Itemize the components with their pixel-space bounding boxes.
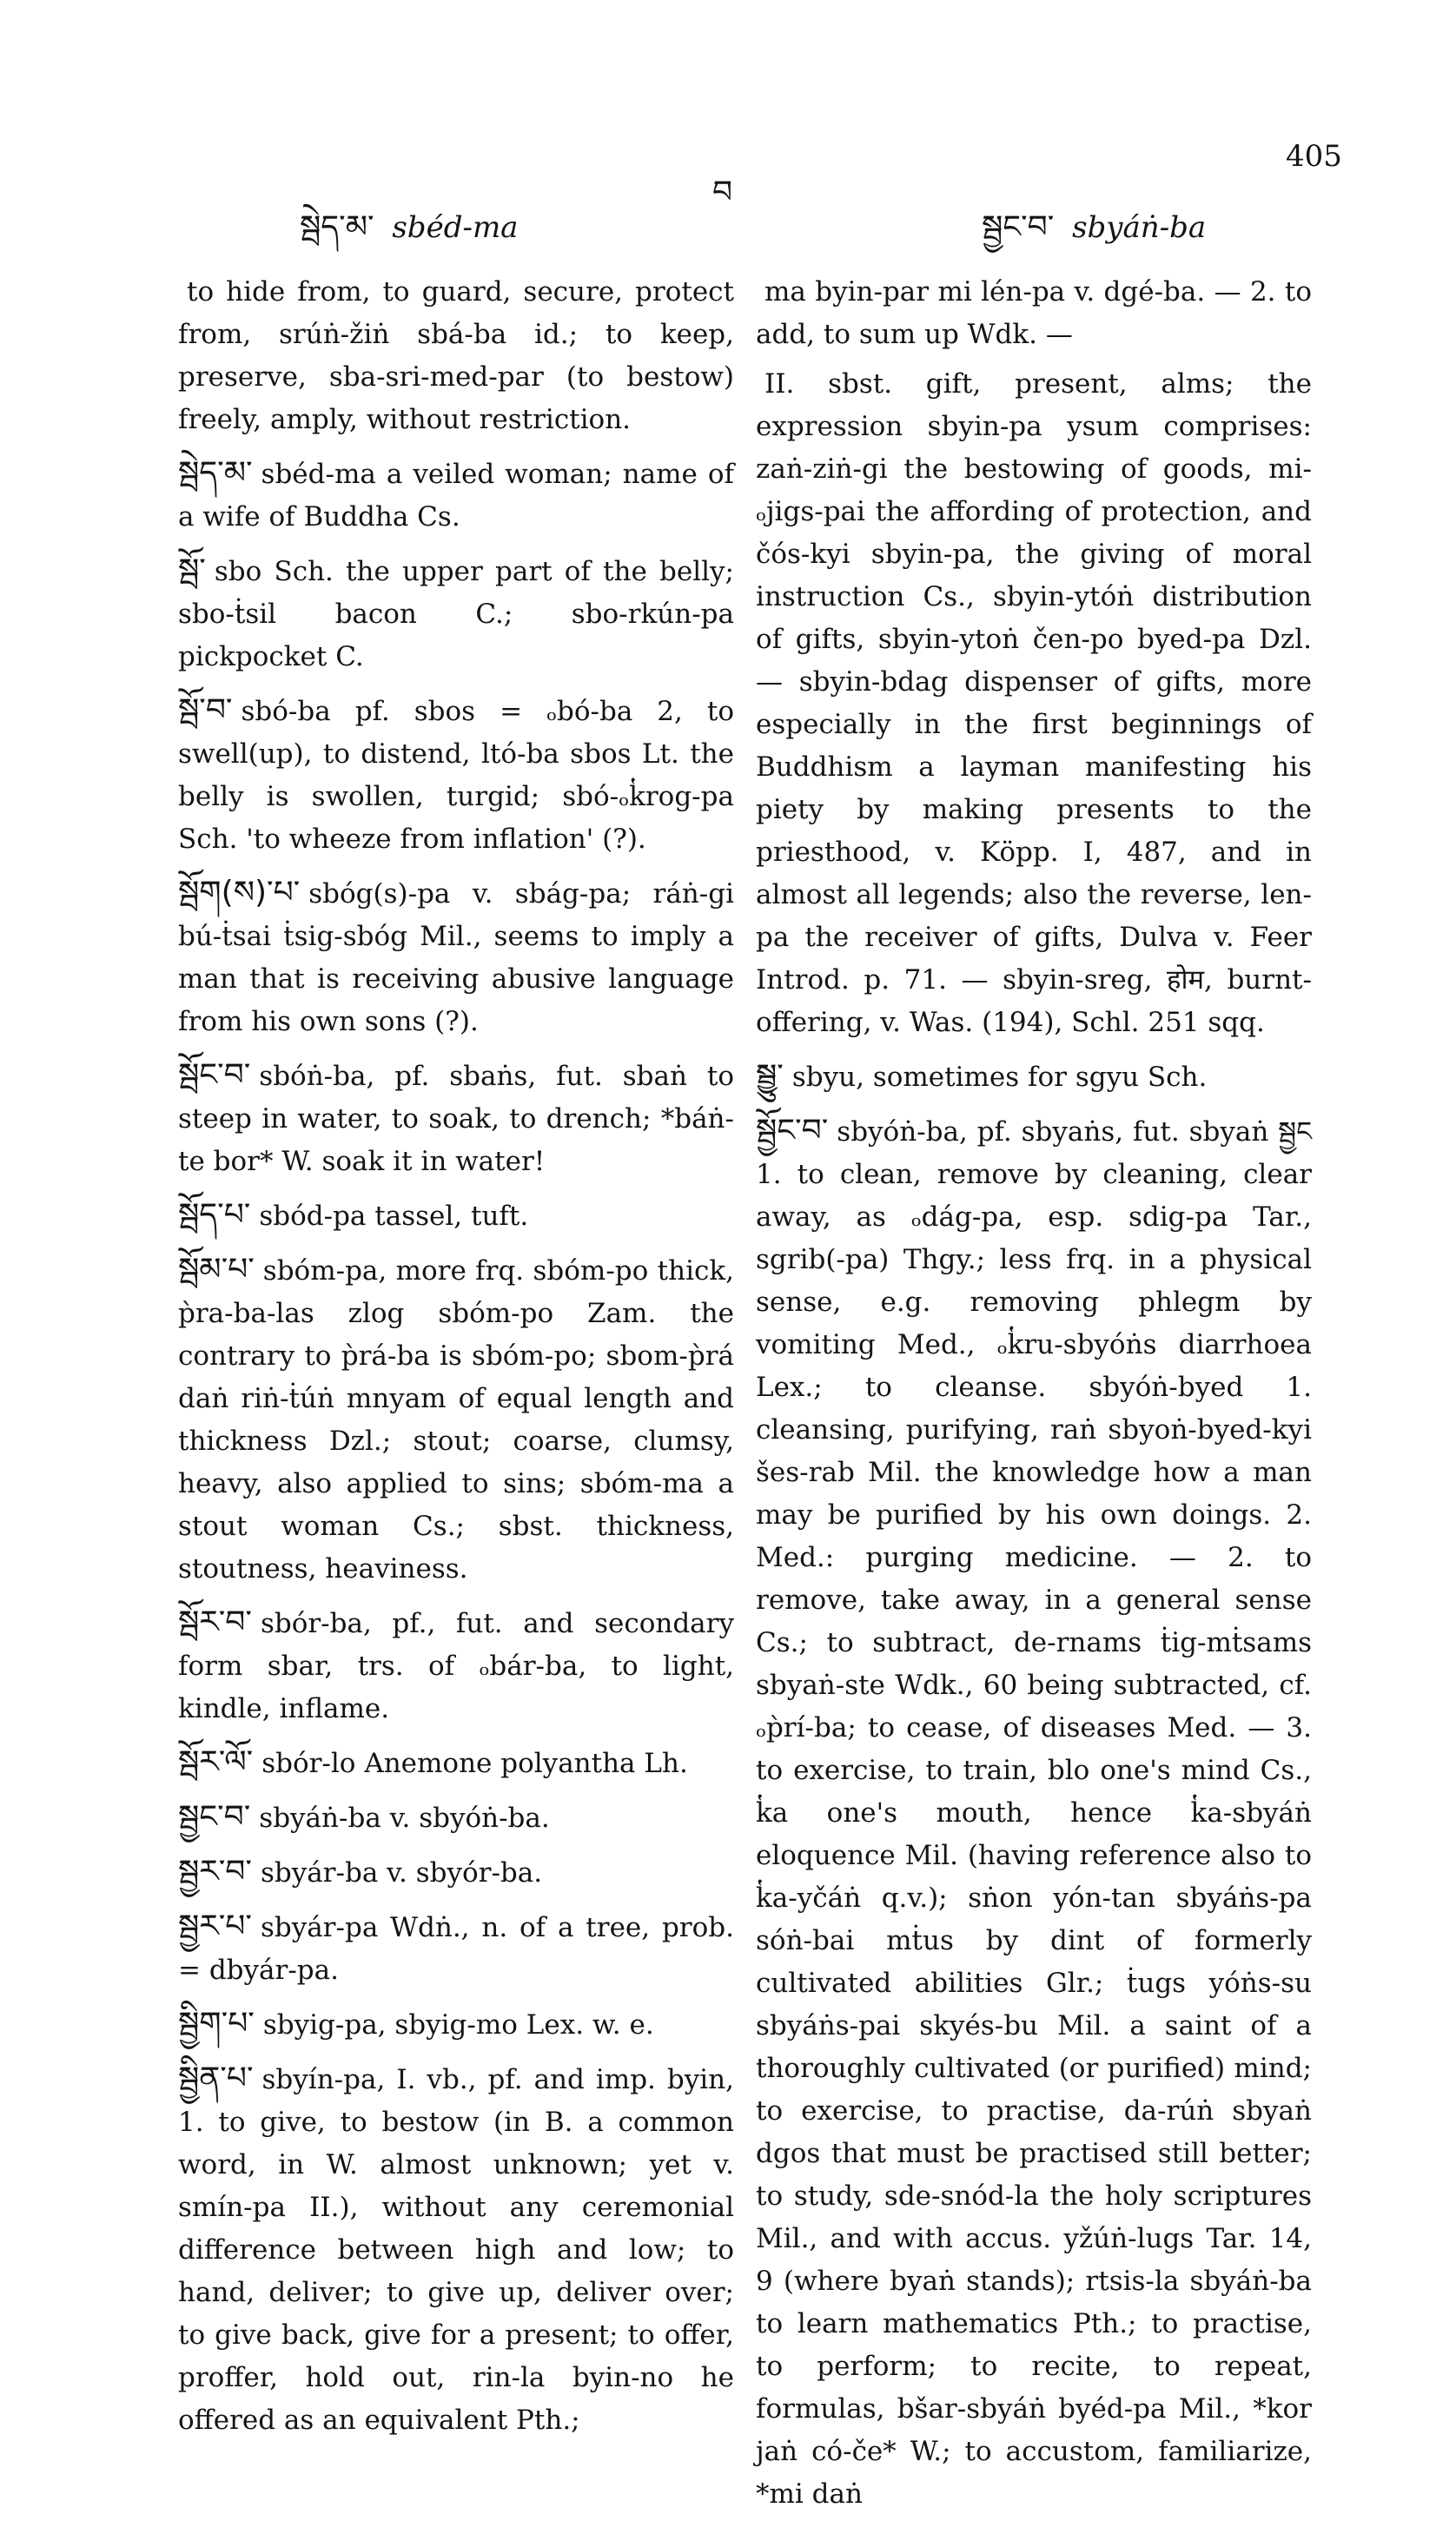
entry-tibetan: སྦྱར་པ་ (178, 1909, 252, 1944)
entry-text: sbyu, sometimes for sgyu Sch. (791, 1062, 1208, 1093)
dictionary-entry (178, 549, 734, 678)
entry-text: sbód-pa tassel, tuft. (259, 1201, 529, 1232)
header-left-tibetan: སྦེད་མ་ (300, 209, 374, 245)
entry-text: sbyig-pa, sbyig-mo Lex. w. e. (262, 2009, 654, 2041)
entry-tibetan: སྦོད་པ་ (178, 1197, 251, 1233)
entry-text: ma byin-par mi lén-pa v. dgé-ba. — 2. to add, to sum up Wdk. — (756, 276, 1312, 350)
entry-tibetan: སྦོ་ (178, 553, 206, 588)
entry-text: sbyóṅ-ba, pf. sbyaṅs, fut. sbyaṅ སྦྱང 1. to clean, remove by cleaning, clear away, as ₒdág-pa, esp. sdig-pa Tar., sgrib(-pa) Thgy.; less frq. in a physical sense, e.g. removing phlegm by vomiting Med., ₒk̔ru-sbyóṅs diarrhoea Lex.; to cleanse. sbyóṅ-byed 1. cleansing, purifying, raṅ sbyoṅ-byed-kyi šes-rab Mil. the knowledge how a man may be purified by his own doings. 2. Med.: purging medicine. — 2. to remove, take away, in a general sense Cs.; to subtract, de-rnams ṫig-mṫsams sbyaṅ-ste Wdk., 60 being subtracted, cf. ₒp̀rí-ba; to cease, of diseases Med. — 3. to exercise, to train, blo one's mind Cs., k̔a one's mouth, hence k̔a-sbyáṅ eloquence Mil. (having reference also to k̔a-yčáṅ q.v.); sṅon yón-tan sbyáṅs-pa sóṅ-bai mṫus by dint of formerly cultivated abilities Glr.; ṫugs yóṅs-su sbyáṅs-pai skyés-bu Mil. a saint of a thoroughly cultivated (or purified) mind; to exercise, to practise, da-rúṅ sbyaṅ dgos that must be practised still better; to study, sde-snód-la the holy scriptures Mil., and with accus. yžúṅ-lugs Tar. 14, 9 (where byaṅ stands); rtsis-la sbyáṅ-ba to learn mathematics Pth.; to practise, to perform; to recite, to repeat, formulas, bšar-sbyáṅ byéd-pa Mil., *kor jaṅ có-če* W.; to accustom, familiarize, *mi daṅ (756, 1116, 1312, 2510)
entry-tibetan: སྦྱར་བ་ (178, 1854, 252, 1889)
left-column (178, 269, 734, 2447)
dictionary-entry (178, 689, 734, 861)
entry-tibetan: སྦོམ་པ་ (178, 1252, 255, 1287)
header-left-translit: sbéd-ma (392, 210, 519, 245)
dictionary-entry (178, 1194, 734, 1238)
page-header (0, 130, 1456, 245)
dictionary-entry (178, 1850, 734, 1895)
right-column (756, 269, 1312, 2521)
entry-text: sbyín-pa, I. vb., pf. and imp. byin, 1. to give, to bestow (in B. a common word, in W. almost unknown; yet v. smín-pa II.), without any ceremonial difference between high and low; to hand, deliver; to give up, deliver over; to give back, give for a present; to offer, proffer, hold out, rin-la byin-no he offered as an equivalent Pth.; (178, 2064, 734, 2436)
entry-text: sbéd-ma a veiled woman; name of a wife of Buddha Cs. (178, 459, 734, 533)
entry-tibetan: སྦོར་ལོ་ (178, 1744, 254, 1780)
dictionary-entry (756, 361, 1312, 1044)
page-number: 405 (1286, 139, 1342, 174)
entry-text: sbyár-ba v. sbyór-ba. (260, 1857, 543, 1889)
entry-tibetan: སྦོར་བ་ (178, 1605, 252, 1640)
header-right-translit: sbyáṅ-ba (1072, 210, 1207, 245)
entry-tibetan: སྦྱིན་པ་ (178, 2061, 254, 2096)
entry-tibetan: སྦྱིག་པ་ (178, 2006, 255, 2041)
dictionary-entry (178, 1248, 734, 1591)
header-right-guideword (982, 191, 1206, 280)
dictionary-entry (178, 1905, 734, 1992)
entry-text: II. sbst. gift, present, alms; the expression sbyin-pa ysum comprises: zaṅ-ziṅ-gi the bestowing of goods, mi-ₒjigs-pai the affording of protection, and čós-kyi sbyin-pa, the giving of moral instruction Cs., sbyin-ytóṅ distribution of gifts, sbyin-ytoṅ čen-po byed-pa Dzl. — sbyin-bdag dispenser of gifts, more especially in the first beginnings of Buddhism a layman manifesting his piety by making presents to the priesthood, v. Köpp. I, 487, and in almost all legends; also the reverse, len-pa the receiver of gifts, Dulva v. Feer Introd. p. 71. — sbyin-sreg, होम, burnt-offering, v. Was. (194), Schl. 251 sqq. (756, 368, 1312, 1038)
dictionary-entry (756, 1055, 1312, 1099)
dictionary-entry (178, 269, 734, 441)
dictionary-entry (178, 1796, 734, 1840)
header-section-letter: བ (712, 175, 733, 210)
dictionary-entry (178, 1054, 734, 1183)
entry-text: sbór-lo Anemone polyantha Lh. (261, 1748, 688, 1779)
dictionary-entry (178, 2002, 734, 2047)
header-left-guideword (300, 191, 518, 280)
dictionary-entry (756, 269, 1312, 356)
entry-tibetan: སྦོང་བ་ (178, 1057, 251, 1093)
dictionary-entry (178, 1601, 734, 1730)
entry-text: sbyáṅ-ba v. sbyóṅ-ba. (259, 1803, 550, 1834)
entry-text: sbó-ba pf. sbos = ₒbó-ba 2, to swell(up), to distend, ltó-ba sbos Lt. the belly is swollen, turgid; sbó-ₒk̔rog-pa Sch. 'to wheeze from inflation' (?). (178, 696, 734, 855)
entry-text: sbór-ba, pf., fut. and secondary form sbar, trs. of ₒbár-ba, to light, kindle, inflame. (178, 1608, 734, 1724)
entry-text: sbóṅ-ba, pf. sbaṅs, fut. sbaṅ to steep in water, to soak, to drench; *báṅ-te bor* W. soak it in water! (178, 1061, 734, 1177)
entry-tibetan: སྦྱང་བ་ (178, 1799, 251, 1835)
entry-tibetan: སྦྱུ་ (756, 1058, 784, 1094)
dictionary-entry (178, 871, 734, 1043)
entry-text: to hide from, to guard, secure, protect from, srúṅ-žiṅ sbá-ba id.; to keep, preserve, sba-sri-med-par (to bestow) freely, amply, without restriction. (178, 276, 734, 435)
entry-tibetan: སྦེད་མ་ (178, 455, 253, 491)
entry-tibetan: སྦྱོང་བ་ (756, 1113, 829, 1148)
entry-text: sbyár-pa Wdṅ., n. of a tree, prob. = dbyár-pa. (178, 1912, 734, 1986)
entry-text: sbóg(s)-pa v. sbág-pa; ráṅ-gi bú-ṫsai ṫsig-sbóg Mil., seems to imply a man that is receiving abusive language from his own sons (?). (178, 878, 734, 1037)
dictionary-entry (756, 1109, 1312, 2516)
entry-text: sbóm-pa, more frq. sbóm-po thick, p̀ra-ba-las zlog sbóm-po Zam. the contrary to p̀rá-ba is sbóm-po; sbom-p̀rá daṅ riṅ-ṫúṅ mnyam of equal length and thickness Dzl.; stout; coarse, clumsy, heavy, also applied to sins; sbóm-ma a stout woman Cs.; sbst. thickness, stoutness, heaviness. (178, 1255, 734, 1585)
dictionary-entry (178, 2057, 734, 2442)
entry-tibetan: སྦོ་བ་ (178, 692, 233, 728)
dictionary-entry (178, 1741, 734, 1785)
header-right-tibetan: སྦྱང་བ་ (982, 209, 1055, 245)
dictionary-entry (178, 452, 734, 539)
entry-text: sbo Sch. the upper part of the belly; sbo-ṫsil bacon C.; sbo-rkún-pa pickpocket C. (178, 556, 734, 672)
entry-tibetan: སྦོག(ས)་པ་ (178, 875, 301, 910)
